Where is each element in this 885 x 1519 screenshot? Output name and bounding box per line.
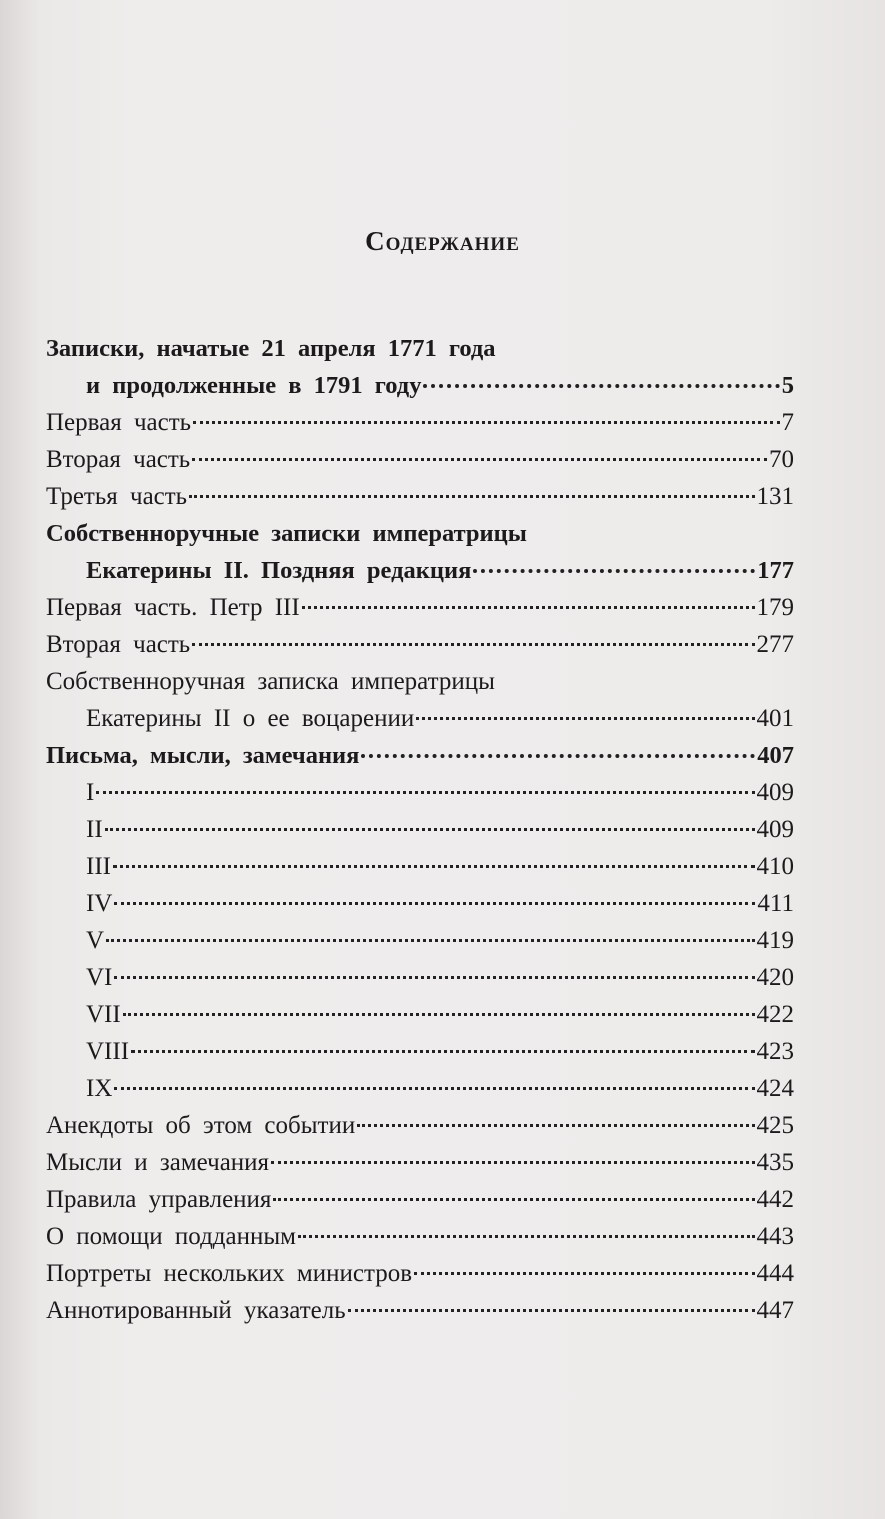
dot-leader xyxy=(189,485,754,498)
toc-entry-line xyxy=(46,774,794,811)
toc-entry-line xyxy=(46,737,794,774)
toc-entry-page-number: 401 xyxy=(756,705,794,732)
toc-entry-line xyxy=(46,404,794,441)
toc-entry-line xyxy=(46,626,794,663)
dot-leader xyxy=(192,633,754,646)
toc-entry-line xyxy=(46,1033,794,1070)
toc-entry-page-number: 443 xyxy=(756,1223,794,1250)
toc-entry-line xyxy=(46,330,794,367)
toc-entry-title: Анекдоты об этом событии xyxy=(46,1112,356,1139)
toc-entry-page-number: 5 xyxy=(781,372,794,399)
toc-entry-page-number: 424 xyxy=(756,1075,794,1102)
toc-entry-page-number: 407 xyxy=(757,742,794,769)
toc-entry-page-number: 409 xyxy=(756,779,794,806)
toc-entry-title: V xyxy=(86,927,105,954)
toc-entry-title: VIII xyxy=(86,1038,130,1065)
toc-entry-title: Правила управления xyxy=(46,1186,272,1213)
toc-entry-line xyxy=(46,663,794,700)
toc-entry xyxy=(46,1292,794,1329)
toc-entry xyxy=(46,441,794,478)
toc-entry xyxy=(46,478,794,515)
toc-entry xyxy=(46,922,794,959)
dot-leader xyxy=(192,448,767,461)
toc-entry-title: Первая часть. Петр III xyxy=(46,594,300,621)
toc-entry-page-number: 179 xyxy=(756,594,794,621)
toc-entry-page-number: 410 xyxy=(756,853,794,880)
toc-entry-title: II xyxy=(86,816,103,843)
dot-leader xyxy=(114,966,754,979)
toc-entry-title: VI xyxy=(86,964,113,991)
toc-entry-title: Собственноручная записка императрицы xyxy=(46,668,495,695)
toc-entry-line xyxy=(46,1107,794,1144)
toc-entry xyxy=(46,330,794,367)
toc-entry-line xyxy=(46,885,794,922)
toc-entry-page-number: 425 xyxy=(756,1112,794,1139)
toc-entry-line xyxy=(46,441,794,478)
toc-entry-page-number: 444 xyxy=(756,1260,794,1287)
toc-entry-line xyxy=(46,1255,794,1292)
toc-entry-line xyxy=(46,700,794,737)
toc-entry-title: III xyxy=(86,853,111,880)
toc-entry-title: Екатерины II. Поздняя редакция xyxy=(86,557,472,584)
toc-entry-line xyxy=(46,478,794,515)
dot-leader xyxy=(357,1114,754,1127)
toc-entry-title: Екатерины II о ее воцарении xyxy=(86,705,415,732)
page-title: Содержание xyxy=(365,226,520,256)
toc-entry-line xyxy=(46,1218,794,1255)
toc-entry-title: и продолженные в 1791 году xyxy=(86,372,422,399)
dot-leader xyxy=(271,1151,754,1164)
toc-entry xyxy=(46,811,794,848)
toc-entry-line xyxy=(46,959,794,996)
toc-entry-page-number: 411 xyxy=(757,890,794,917)
toc-entry xyxy=(46,515,794,552)
dot-leader xyxy=(298,1225,755,1238)
toc-entry-line xyxy=(46,1292,794,1329)
dot-leader xyxy=(123,1003,755,1016)
toc-entry xyxy=(46,626,794,663)
toc-entry xyxy=(46,663,794,700)
toc-entry xyxy=(46,404,794,441)
dot-leader xyxy=(114,1077,754,1090)
toc-entry-line xyxy=(46,367,794,404)
toc-entry xyxy=(46,589,794,626)
toc-entry-title: I xyxy=(86,779,95,806)
table-of-contents xyxy=(46,330,794,1329)
toc-entry-title: VII xyxy=(86,1001,121,1028)
toc-entry-line xyxy=(46,1070,794,1107)
toc-entry xyxy=(46,1255,794,1292)
toc-entry-page-number: 409 xyxy=(756,816,794,843)
toc-entry-page-number: 423 xyxy=(756,1038,794,1065)
dot-leader xyxy=(473,559,755,573)
toc-entry-title: О помощи подданным xyxy=(46,1223,296,1250)
toc-entry-title: IX xyxy=(86,1075,113,1102)
toc-entry-page-number: 131 xyxy=(756,483,794,510)
toc-entry-page-number: 435 xyxy=(756,1149,794,1176)
toc-entry xyxy=(46,774,794,811)
toc-entry xyxy=(46,1070,794,1107)
toc-entry xyxy=(46,1218,794,1255)
toc-entry-page-number: 422 xyxy=(756,1001,794,1028)
toc-entry-page-number: 277 xyxy=(756,631,794,658)
toc-entry-line xyxy=(46,1144,794,1181)
dot-leader xyxy=(114,892,755,905)
toc-entry xyxy=(46,367,794,404)
toc-entry-page-number: 447 xyxy=(756,1297,794,1324)
toc-entry-line xyxy=(46,552,794,589)
toc-entry xyxy=(46,959,794,996)
toc-entry-line xyxy=(46,1181,794,1218)
toc-entry-title: Аннотированный указатель xyxy=(46,1297,346,1324)
toc-entry-page-number: 420 xyxy=(756,964,794,991)
toc-entry xyxy=(46,1181,794,1218)
toc-entry xyxy=(46,885,794,922)
dot-leader xyxy=(414,1262,754,1275)
toc-entry-title: Собственноручные записки императрицы xyxy=(46,520,527,547)
toc-entry xyxy=(46,1144,794,1181)
toc-entry-page-number: 419 xyxy=(756,927,794,954)
toc-entry xyxy=(46,848,794,885)
dot-leader xyxy=(193,411,779,424)
toc-entry xyxy=(46,1107,794,1144)
toc-entry-line xyxy=(46,515,794,552)
toc-entry-page-number: 442 xyxy=(756,1186,794,1213)
dot-leader xyxy=(302,596,755,609)
dot-leader xyxy=(423,374,779,388)
dot-leader xyxy=(113,855,755,868)
toc-entry-title: IV xyxy=(86,890,113,917)
toc-entry-title: Третья часть xyxy=(46,483,188,510)
toc-entry-line xyxy=(46,922,794,959)
dot-leader xyxy=(131,1040,754,1053)
toc-entry-line xyxy=(46,589,794,626)
toc-entry xyxy=(46,1033,794,1070)
toc-entry-title: Мысли и замечания xyxy=(46,1149,270,1176)
toc-entry-page-number: 7 xyxy=(781,409,794,436)
dot-leader xyxy=(348,1299,755,1312)
toc-entry-line xyxy=(46,996,794,1033)
toc-entry-line xyxy=(46,848,794,885)
toc-entry-title: Вторая часть xyxy=(46,446,191,473)
dot-leader xyxy=(273,1188,754,1201)
toc-entry-title: Письма, мысли, замечания xyxy=(46,742,360,769)
toc-entry-title: Вторая часть xyxy=(46,631,191,658)
dot-leader xyxy=(416,707,754,720)
toc-entry-page-number: 177 xyxy=(757,557,794,584)
dot-leader xyxy=(105,818,755,831)
toc-entry-line xyxy=(46,811,794,848)
toc-entry-title: Первая часть xyxy=(46,409,192,436)
toc-entry xyxy=(46,552,794,589)
dot-leader xyxy=(96,781,754,794)
toc-entry-title: Записки, начатые 21 апреля 1771 года xyxy=(46,335,496,362)
toc-entry xyxy=(46,737,794,774)
toc-entry-title: Портреты нескольких министров xyxy=(46,1260,413,1287)
toc-entry-page-number: 70 xyxy=(769,446,794,473)
toc-entry xyxy=(46,996,794,1033)
toc-entry xyxy=(46,700,794,737)
dot-leader xyxy=(106,929,754,942)
dot-leader xyxy=(361,744,755,758)
